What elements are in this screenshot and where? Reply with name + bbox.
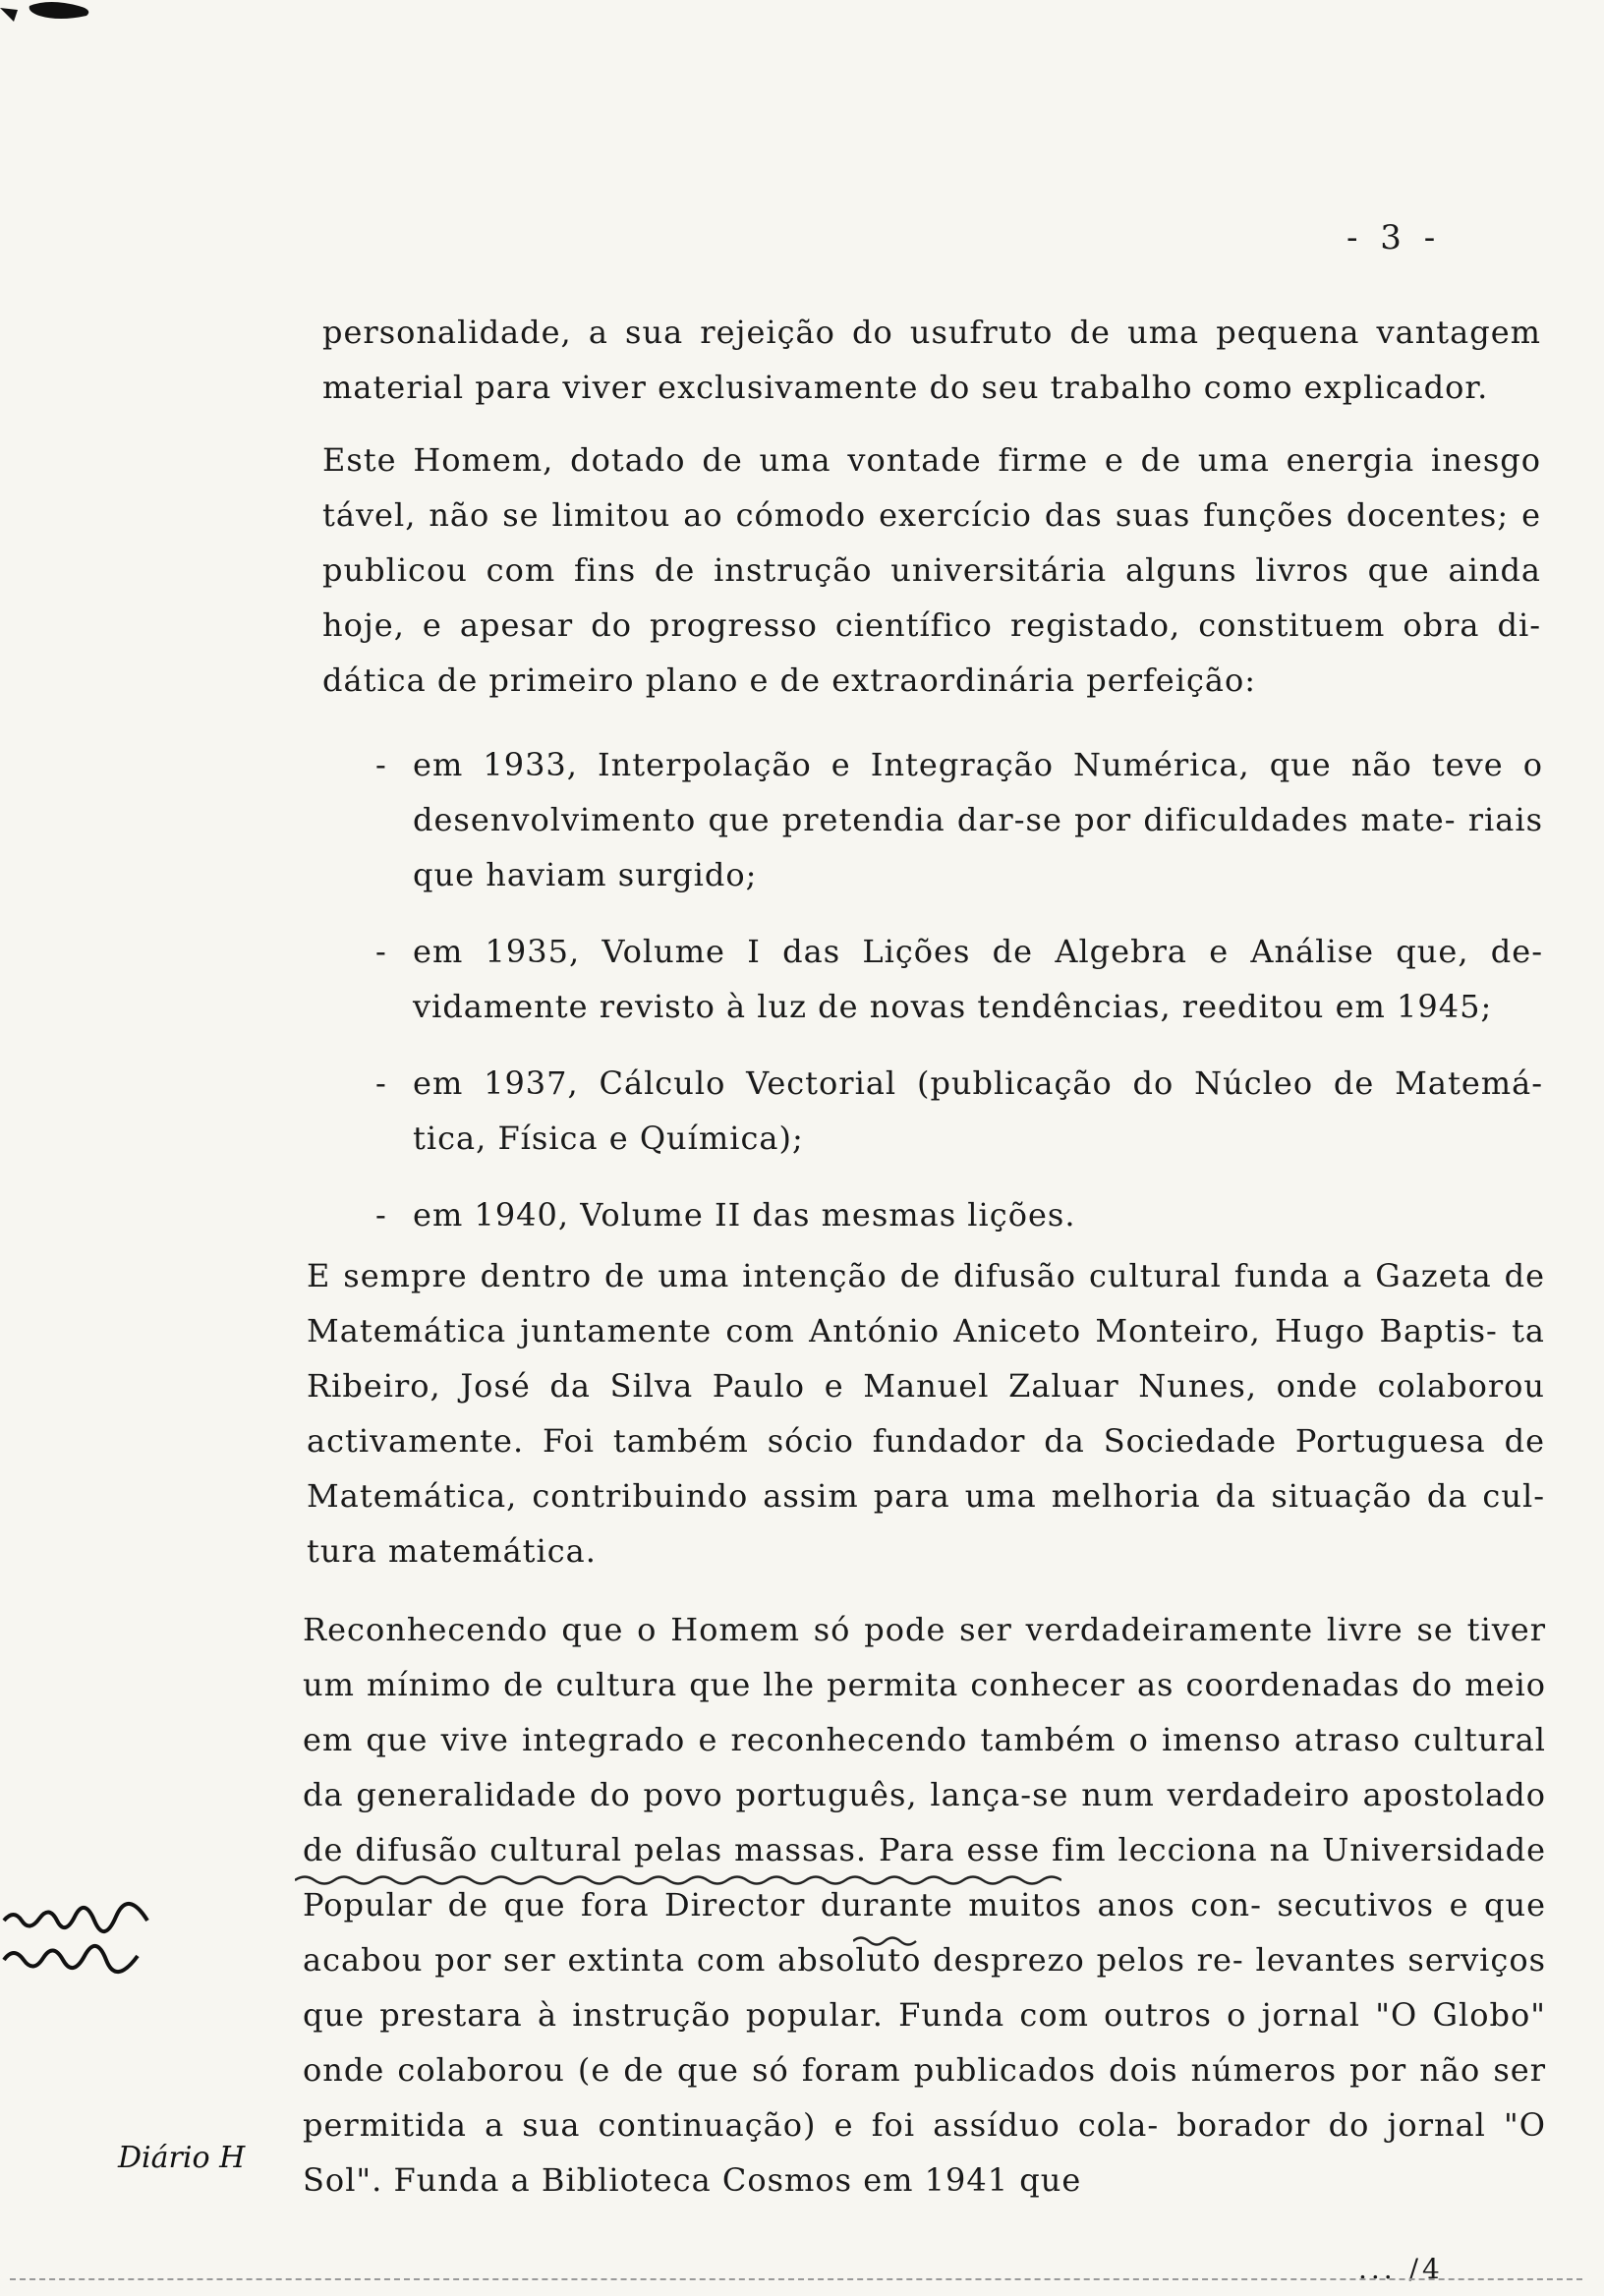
margin-note-diario: Diário H: [118, 2141, 246, 2175]
wavy-underline-mark: [853, 1934, 922, 1948]
handwritten-scribble-icon: [0, 1891, 157, 1980]
paragraph-gazeta: E sempre dentro de uma intenção de difusão cultural funda a Gazeta de Matemática juntamente com António Aniceto Monteiro, Hugo Baptis- ta Ribeiro, José da Silva Paulo e Manuel Zaluar Nunes, onde colaborou activamente. Foi também sócio fundador da Sociedade Portuguesa de Matemática, contribuindo assim para uma melhoria da situação da cul- tura matemática.: [307, 1257, 1545, 1570]
page-number: - 3 -: [1346, 218, 1442, 258]
ink-blot-icon: [0, 0, 98, 29]
next-page-reference: ... /4: [1358, 2253, 1444, 2285]
list-item: - em 1937, Cálculo Vectorial (publicação do Núcleo de Matemá- tica, Física e Química);: [413, 1056, 1543, 1166]
list-item: - em 1940, Volume II das mesmas lições.: [413, 1187, 1543, 1242]
paragraph-personalidade: personalidade, a sua rejeição do usufruto de uma pequena vantagem material para viver exclusivamente do seu trabalho como explicador.: [322, 314, 1541, 406]
bottom-divider: [10, 2278, 1582, 2280]
paragraph-este-homem: Este Homem, dotado de uma vontade firme e de uma energia inesgo tável, não se limitou ao cómodo exercício das suas funções docentes; e publicou com fins de instrução universitária alguns livros que ainda hoje, e apesar do progresso científico registado, constituem obra di- dática de primeiro plano e de extraordinária perfeição:: [322, 441, 1541, 699]
list-item: - em 1933, Interpolação e Integração Numérica, que não teve o desenvolvimento que pretendia dar-se por dificuldades mate- riais que haviam surgido;: [413, 737, 1543, 902]
list-item: - em 1935, Volume I das Lições de Algebra e Análise que, de- vidamente revisto à luz de novas tendências, reeditou em 1945;: [413, 924, 1543, 1034]
wavy-underline-mark: [295, 1873, 1061, 1887]
paragraph-reconhecendo: Reconhecendo que o Homem só pode ser verdadeiramente livre se tiver um mínimo de cultura que lhe permita conhecer as coordenadas do meio em que vive integrado e reconhecendo também o imenso atraso cultural da generalidade do povo português, lança-se num verdadeiro apostolado de difusão cultural pelas massas. Para esse fim lecciona na Universidade Popular de que fora Director durante muitos anos con- secutivos e que acabou por ser extinta com absoluto desprezo pelos re- levantes serviços que prestara à instrução popular. Funda com outros o jornal "O Globo" onde colaborou (e de que só foram publicados dois números por não ser permitida a sua continuação) e foi assíduo cola- borador do jornal "O Sol". Funda a Biblioteca Cosmos em 1941 que: [303, 1611, 1546, 2199]
publications-list: [413, 737, 1543, 1264]
